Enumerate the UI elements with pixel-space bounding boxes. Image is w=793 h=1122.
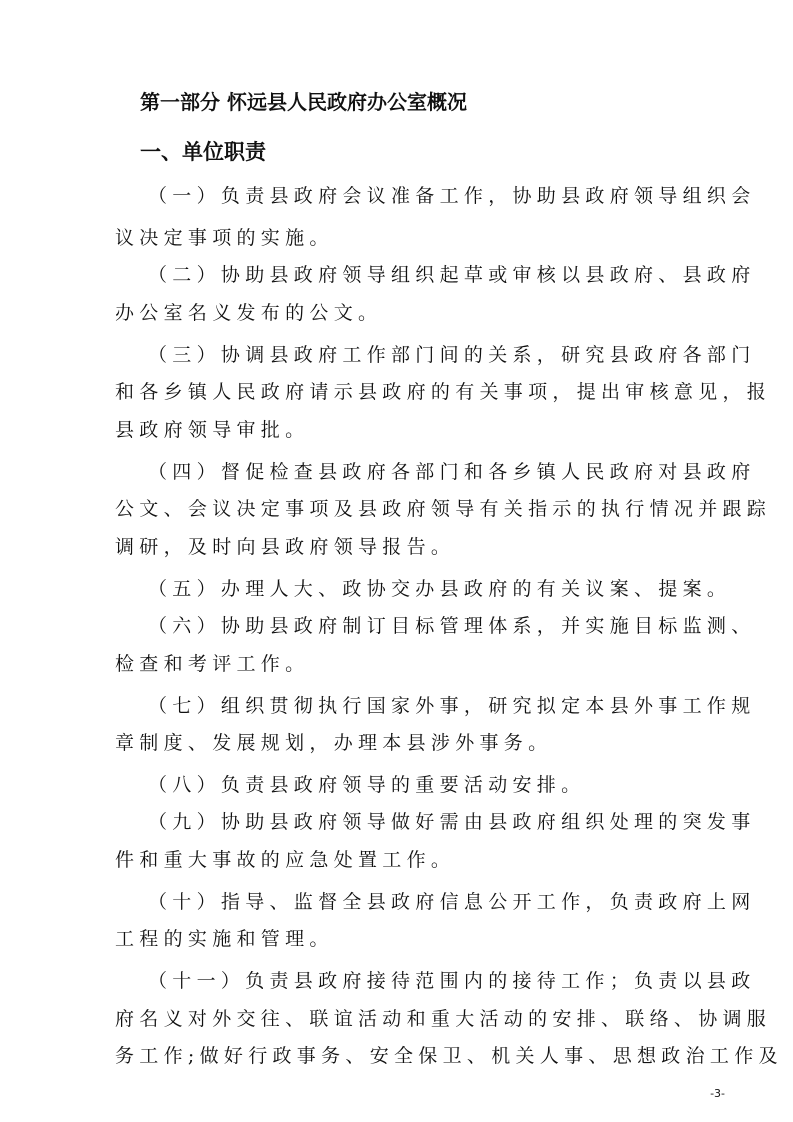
body-line: 章制度、发展规划，办理本县涉外事务。 [115,732,553,754]
part-title: 第一部分 怀远县人民政府办公室概况 [140,90,467,114]
body-line: 府名义对外交往、联谊活动和重大活动的安排、联络、协调服 [115,1008,772,1030]
body-line: 检查和考评工作。 [115,653,310,675]
body-line: （三）协调县政府工作部门间的关系，研究县政府各部门 [148,344,756,366]
body-line: （十一）负责县政府接待范围内的接待工作；负责以县政 [148,970,756,992]
body-line: 工程的实施和管理。 [115,928,334,950]
body-line: 调研，及时向县政府领导报告。 [115,536,456,558]
body-line: （十）指导、监督全县政府信息公开工作，负责政府上网 [148,891,756,913]
body-line: 和各乡镇人民政府请示县政府的有关事项，提出审核意见，报 [115,381,772,403]
body-line: 议决定事项的实施。 [115,227,334,249]
page-number: -3- [710,1087,725,1100]
body-line: 办公室名义发布的公文。 [115,302,383,324]
body-line: 公文、会议决定事项及县政府领导有关指示的执行情况并跟踪 [115,498,772,520]
body-line: （一）负责县政府会议准备工作，协助县政府领导组织会 [148,185,756,207]
body-line: （七）组织贯彻执行国家外事，研究拟定本县外事工作规 [148,695,756,717]
body-line: 务工作;做好行政事务、安全保卫、机关人事、思想政治工作及 [115,1045,783,1067]
body-line: （六）协助县政府制订目标管理体系，并实施目标监测、 [148,615,756,637]
section-title: 一、单位职责 [140,140,266,164]
body-line: （四）督促检查县政府各部门和各乡镇人民政府对县政府 [148,461,756,483]
body-line: （八）负责县政府领导的重要活动安排。 [148,774,586,796]
body-line: （九）协助县政府领导做好需由县政府组织处理的突发事 [148,811,756,833]
body-line: 件和重大事故的应急处置工作。 [115,849,456,871]
body-line: 县政府领导审批。 [115,419,310,441]
body-line: （二）协助县政府领导组织起草或审核以县政府、县政府 [148,264,756,286]
body-line: （五）办理人大、政协交办县政府的有关议案、提案。 [148,578,732,600]
